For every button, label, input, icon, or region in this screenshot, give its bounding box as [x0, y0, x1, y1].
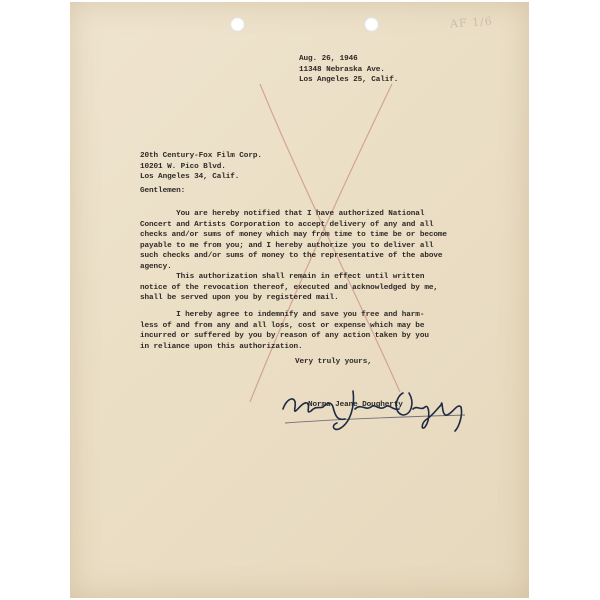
handwritten-signature	[275, 379, 475, 439]
typed-name: Norma Jeane Dougherty	[308, 401, 403, 409]
punch-hole-right	[364, 17, 379, 32]
punch-hole-left	[230, 17, 245, 32]
addressee-block: 20th Century-Fox Film Corp. 10201 W. Pico Blvd. Los Angeles 34, Calif.	[140, 152, 262, 182]
paragraph-authorization: You are hereby notified that I have authorized National Concert and Artists Corporation to accept delivery of any and all checks and/or sums of money which may from time to time be or become payable to me from you; and I hereby authorize you to deliver all such checks and/or sums of money to the representative of the above agency.	[140, 210, 447, 271]
letter-page	[70, 2, 529, 598]
pencil-note: AF 1/6	[449, 14, 494, 31]
paragraph-indemnity: I hereby agree to indemnify and save you free and harm- less of and from any and all loss, cost or expense which may be incurred or suffered by you by reason of any action taken by you in reliance upon this authorization.	[140, 311, 429, 351]
salutation: Gentlemen:	[140, 187, 186, 195]
closing: Very truly yours,	[295, 358, 372, 366]
paragraph-revocation: This authorization shall remain in effect until written notice of the revocation thereof, executed and acknowledged by me, shall be served upon you by registered mail.	[140, 273, 438, 303]
sender-address-block: Aug. 26, 1946 11348 Nebraska Ave. Los Angeles 25, Calif.	[299, 55, 399, 85]
